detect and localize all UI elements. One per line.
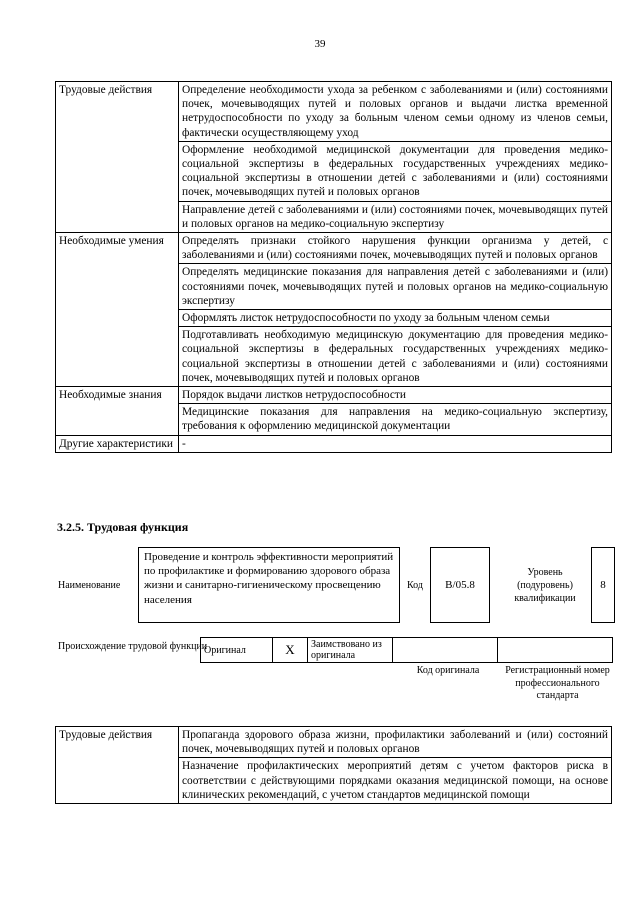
- name-label: Наименование: [58, 580, 121, 591]
- reg-number-label: Регистрационный номер профессионального стандарта: [505, 665, 610, 701]
- table-cell: Определять признаки стойкого нарушения функции организма у детей, с заболеваниями и (или) состояниями почек, мочевыводящих путей и половых органов: [179, 233, 612, 264]
- table-row: [56, 435, 612, 452]
- original-label: Оригинал: [201, 638, 273, 663]
- row-label: Другие характеристики: [56, 435, 179, 452]
- table-cell: -: [179, 435, 612, 452]
- table-row: [56, 387, 612, 404]
- page-number: 39: [314, 38, 326, 50]
- table-row: [201, 638, 613, 663]
- row-label: Трудовые действия: [56, 727, 179, 804]
- row-label: Трудовые действия: [56, 82, 179, 233]
- table-cell: Порядок выдачи листков нетрудоспособности: [179, 387, 612, 404]
- labor-functions-table-2: [55, 726, 612, 804]
- table-cell: Оформление необходимой медицинской документации для проведения медико-социальной экспертизы в федеральных государственных учреждениях медико-социальной экспертизы в отношении детей с заболеваниями и (или) состояниями почек, мочевыводящих путей и половых органов: [179, 141, 612, 201]
- level-label: Уровень (подуровень) квалификации: [514, 567, 576, 604]
- labor-functions-table-1: [55, 81, 612, 453]
- code-original-cell: [393, 638, 498, 663]
- section-title: 3.2.5. Трудовая функция: [57, 520, 189, 534]
- level-value: 8: [591, 547, 615, 623]
- origin-label: Происхождение трудовой функции: [58, 641, 208, 652]
- table-cell: Определение необходимости ухода за ребенком с заболеваниями и (или) состояниями почек, мочевыводящих путей и половых органов и выдачи листка временной нетрудоспособности по уходу за больным членом семьи одному из членов семьи, фактически осуществляющему уход: [179, 82, 612, 142]
- table-cell: Оформлять листок нетрудоспособности по уходу за больным членом семьи: [179, 310, 612, 327]
- reg-number-cell: [498, 638, 613, 663]
- table-cell: Пропаганда здорового образа жизни, профилактики заболеваний и (или) состояний почек, мочевыводящих путей и половых органов: [179, 727, 612, 758]
- original-mark: X: [273, 638, 308, 663]
- borrowed-label: Заимствовано из оригинала: [308, 638, 393, 663]
- function-name-value: Проведение и контроль эффективности мероприятий по профилактике и формированию здорового образа жизни и санитарно-гигиеническому просвещению населения: [138, 547, 400, 623]
- code-original-label: Код оригинала: [416, 665, 480, 676]
- table-row: [56, 82, 612, 142]
- table-cell: Подготавливать необходимую медицинскую документацию для проведения медико-социальной экспертизы в федеральных государственных учреждениях медико-социальной экспертизы в отношении детей с заболеваниями и (или) состояниями почек, мочевыводящих путей и половых органов: [179, 327, 612, 387]
- row-label: Необходимые знания: [56, 387, 179, 436]
- table-cell: Медицинские показания для направления на медико-социальную экспертизу, требования к оформлению медицинской документации: [179, 404, 612, 435]
- table-cell: Назначение профилактических мероприятий детям с учетом факторов риска в соответствии с действующими порядками оказания медицинской помощи, на основе клинических рекомендаций, с учетом стандартов медицинской помощи: [179, 758, 612, 804]
- row-label: Необходимые умения: [56, 233, 179, 387]
- table-cell: Направление детей с заболеваниями и (или) состояниями почек, мочевыводящих путей и половых органов на медико-социальную экспертизу: [179, 201, 612, 232]
- origin-table: [200, 637, 613, 663]
- code-label: Код: [407, 580, 423, 591]
- table-cell: Определять медицинские показания для направления детей с заболеваниями и (или) состояниями почек, мочевыводящих путей и половых органов на медико-социальную экспертизу: [179, 264, 612, 310]
- table-row: [56, 233, 612, 264]
- table-row: [56, 727, 612, 758]
- code-value: B/05.8: [430, 547, 490, 623]
